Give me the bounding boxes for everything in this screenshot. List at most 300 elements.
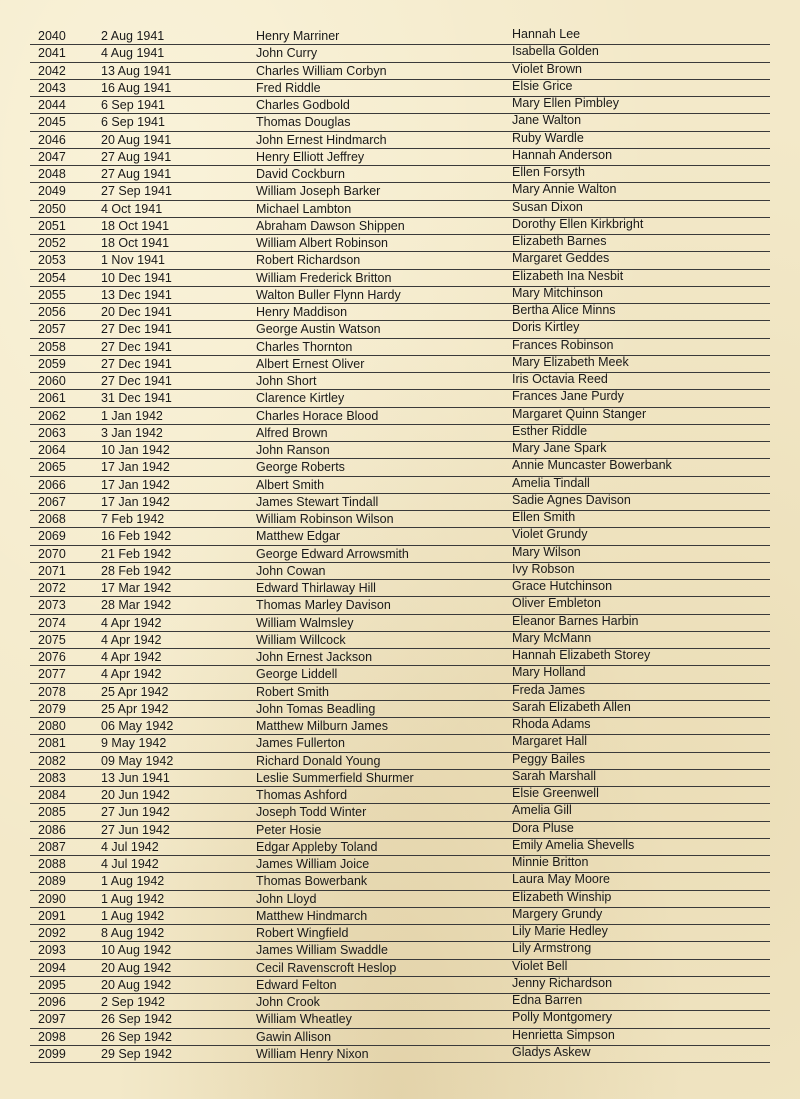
table-row <box>30 873 770 890</box>
table-row <box>30 597 770 614</box>
bride-name: Henrietta Simpson <box>512 1027 615 1042</box>
bride-name: Mary Ellen Pimbley <box>512 96 619 110</box>
entry-number: 2059 <box>38 356 66 371</box>
table-row <box>30 339 770 356</box>
marriage-date: 1 Nov 1941 <box>101 253 165 268</box>
groom-name: John Crook <box>256 995 320 1009</box>
groom-name: Thomas Ashford <box>256 788 348 802</box>
marriage-date: 27 Jun 1942 <box>101 822 170 837</box>
marriage-date: 1 Aug 1942 <box>101 908 165 923</box>
marriage-date: 25 Apr 1942 <box>101 684 169 699</box>
marriage-date: 27 Sep 1941 <box>101 184 172 199</box>
bride-name: Elsie Grice <box>512 78 573 93</box>
marriage-date: 27 Aug 1941 <box>101 167 172 181</box>
groom-name: George Edward Arrowsmith <box>256 546 409 561</box>
bride-name: Mary Holland <box>512 665 586 680</box>
bride-name: Amelia Gill <box>512 803 572 818</box>
groom-name: James Stewart Tindall <box>256 494 379 509</box>
groom-name: William Willcock <box>256 632 346 647</box>
bride-name: Dora Pluse <box>512 820 574 835</box>
table-row <box>30 908 770 925</box>
table-row <box>30 201 770 218</box>
marriage-date: 7 Feb 1942 <box>101 512 165 526</box>
marriage-date: 28 Mar 1942 <box>101 598 172 613</box>
groom-name: Matthew Hindmarch <box>256 908 368 923</box>
entry-number: 2060 <box>38 374 66 388</box>
groom-name: John Ranson <box>256 443 330 457</box>
groom-name: William Wheatley <box>256 1012 352 1027</box>
groom-name: Albert Ernest Oliver <box>256 356 365 371</box>
marriage-date: 26 Sep 1942 <box>101 1012 172 1027</box>
marriage-register-table <box>30 28 770 1063</box>
groom-name: George Austin Watson <box>256 322 381 337</box>
table-row <box>30 252 770 269</box>
bride-name: Sarah Elizabeth Allen <box>512 699 631 714</box>
entry-number: 2085 <box>38 805 66 820</box>
marriage-date: 10 Dec 1941 <box>101 270 172 285</box>
table-row <box>30 304 770 321</box>
groom-name: William Robinson Wilson <box>256 512 394 526</box>
table-row <box>30 63 770 80</box>
bride-name: Oliver Embleton <box>512 596 601 611</box>
bride-name: Sarah Marshall <box>512 768 597 783</box>
entry-number: 2061 <box>38 391 66 406</box>
marriage-date: 17 Mar 1942 <box>101 581 172 595</box>
table-row <box>30 718 770 735</box>
groom-name: David Cockburn <box>256 167 345 181</box>
marriage-date: 4 Aug 1941 <box>101 46 165 61</box>
bride-name: Mary Wilson <box>512 544 581 559</box>
bride-name: Iris Octavia Reed <box>512 372 608 386</box>
groom-name: James William Joice <box>256 857 370 871</box>
bride-name: Sadie Agnes Davison <box>512 492 631 507</box>
marriage-date: 3 Jan 1942 <box>101 425 163 440</box>
entry-number: 2046 <box>38 132 66 147</box>
table-row <box>30 408 770 425</box>
table-row <box>30 563 770 580</box>
table-row <box>30 666 770 683</box>
bride-name: Elizabeth Barnes <box>512 234 607 248</box>
table-row <box>30 218 770 235</box>
groom-name: Thomas Bowerbank <box>256 874 368 889</box>
bride-name: Eleanor Barnes Harbin <box>512 613 639 628</box>
marriage-date: 9 May 1942 <box>101 736 167 751</box>
entry-number: 2076 <box>38 650 66 664</box>
entry-number: 2075 <box>38 632 66 647</box>
marriage-date: 20 Aug 1941 <box>101 132 172 147</box>
table-row <box>30 459 770 476</box>
table-row <box>30 494 770 511</box>
entry-number: 2049 <box>38 184 66 199</box>
marriage-date: 20 Aug 1942 <box>101 960 172 975</box>
entry-number: 2047 <box>38 149 66 164</box>
entry-number: 2077 <box>38 667 66 682</box>
groom-name: Edgar Appleby Toland <box>256 839 378 854</box>
groom-name: John Lloyd <box>256 891 317 906</box>
entry-number: 2086 <box>38 822 66 837</box>
groom-name: William Joseph Barker <box>256 184 381 199</box>
entry-number: 2089 <box>38 874 66 889</box>
marriage-date: 28 Feb 1942 <box>101 563 172 578</box>
groom-name: William Albert Robinson <box>256 236 388 250</box>
groom-name: Abraham Dawson Shippen <box>256 218 405 233</box>
table-row <box>30 615 770 632</box>
groom-name: Robert Richardson <box>256 253 361 268</box>
marriage-date: 17 Jan 1942 <box>101 494 170 509</box>
entry-number: 2052 <box>38 236 66 250</box>
entry-number: 2074 <box>38 615 66 630</box>
marriage-date: 2 Sep 1942 <box>101 995 165 1009</box>
groom-name: Edward Thirlaway Hill <box>256 581 376 595</box>
marriage-date: 6 Sep 1941 <box>101 98 165 112</box>
entry-number: 2088 <box>38 857 66 871</box>
entry-number: 2083 <box>38 770 66 785</box>
table-row <box>30 649 770 666</box>
groom-name: Cecil Ravenscroft Heslop <box>256 960 397 975</box>
marriage-date: 13 Dec 1941 <box>101 287 172 302</box>
bride-name: Laura May Moore <box>512 872 610 887</box>
groom-name: Leslie Summerfield Shurmer <box>256 770 414 785</box>
bride-name: Bertha Alice Minns <box>512 303 616 317</box>
entry-number: 2041 <box>38 46 66 61</box>
table-row <box>30 701 770 718</box>
groom-name: Henry Maddison <box>256 305 348 319</box>
marriage-date: 27 Dec 1941 <box>101 322 172 337</box>
marriage-date: 2 Aug 1941 <box>101 29 165 43</box>
bride-name: Hannah Anderson <box>512 147 613 162</box>
bride-name: Ivy Robson <box>512 561 575 576</box>
entry-number: 2057 <box>38 322 66 337</box>
groom-name: Michael Lambton <box>256 201 352 216</box>
marriage-date: 18 Oct 1941 <box>101 218 170 233</box>
entry-number: 2071 <box>38 563 66 578</box>
bride-name: Ruby Wardle <box>512 130 584 145</box>
marriage-date: 1 Aug 1942 <box>101 891 165 906</box>
marriage-date: 16 Feb 1942 <box>101 529 172 544</box>
bride-name: Jane Walton <box>512 113 582 128</box>
marriage-date: 10 Jan 1942 <box>101 443 170 457</box>
table-row <box>30 960 770 977</box>
groom-name: Henry Marriner <box>256 29 340 43</box>
table-row <box>30 839 770 856</box>
bride-name: Gladys Askew <box>512 1044 591 1059</box>
bride-name: Emily Amelia Shevells <box>512 837 635 852</box>
entry-number: 2084 <box>38 788 66 802</box>
entry-number: 2050 <box>38 201 66 216</box>
table-row <box>30 183 770 200</box>
bride-name: Lily Armstrong <box>512 941 592 956</box>
marriage-date: 18 Oct 1941 <box>101 236 170 250</box>
table-row <box>30 149 770 166</box>
marriage-date: 8 Aug 1942 <box>101 926 165 940</box>
entry-number: 2079 <box>38 701 66 716</box>
entry-number: 2087 <box>38 839 66 854</box>
groom-name: Albert Smith <box>256 477 325 492</box>
entry-number: 2042 <box>38 63 66 78</box>
marriage-date: 27 Dec 1941 <box>101 374 172 388</box>
bride-name: Mary Annie Walton <box>512 182 617 197</box>
marriage-date: 16 Aug 1941 <box>101 80 172 95</box>
entry-number: 2091 <box>38 908 66 923</box>
marriage-date: 06 May 1942 <box>101 719 174 733</box>
table-row <box>30 97 770 114</box>
marriage-date: 4 Jul 1942 <box>101 857 159 871</box>
entry-number: 2051 <box>38 218 66 233</box>
entry-number: 2044 <box>38 98 66 112</box>
bride-name: Margery Grundy <box>512 906 603 921</box>
bride-name: Mary Jane Spark <box>512 441 607 455</box>
marriage-date: 1 Aug 1942 <box>101 874 165 889</box>
marriage-date: 21 Feb 1942 <box>101 546 172 561</box>
table-row <box>30 856 770 873</box>
marriage-date: 4 Apr 1942 <box>101 650 162 664</box>
marriage-date: 20 Aug 1942 <box>101 977 172 992</box>
entry-number: 2073 <box>38 598 66 613</box>
marriage-date: 26 Sep 1942 <box>101 1029 172 1044</box>
groom-name: Alfred Brown <box>256 425 328 440</box>
marriage-date: 27 Jun 1942 <box>101 805 170 820</box>
bride-name: Dorothy Ellen Kirkbright <box>512 216 644 231</box>
table-row <box>30 804 770 821</box>
table-row <box>30 546 770 563</box>
bride-name: Edna Barren <box>512 993 583 1007</box>
entry-number: 2078 <box>38 684 66 699</box>
bride-name: Esther Riddle <box>512 423 588 438</box>
groom-name: William Walmsley <box>256 615 354 630</box>
groom-name: Peter Hosie <box>256 822 322 837</box>
table-row <box>30 28 770 45</box>
entry-number: 2065 <box>38 460 66 475</box>
bride-name: Susan Dixon <box>512 199 583 214</box>
bride-name: Ellen Smith <box>512 510 576 524</box>
groom-name: John Short <box>256 374 317 388</box>
groom-name: Charles Godbold <box>256 98 350 112</box>
bride-name: Mary Mitchinson <box>512 285 603 300</box>
bride-name: Elizabeth Ina Nesbit <box>512 268 624 283</box>
table-row <box>30 45 770 62</box>
table-row <box>30 787 770 804</box>
bride-name: Minnie Britton <box>512 855 589 869</box>
table-row <box>30 477 770 494</box>
marriage-date: 10 Aug 1942 <box>101 943 172 958</box>
bride-name: Elizabeth Winship <box>512 889 612 904</box>
marriage-date: 1 Jan 1942 <box>101 408 163 423</box>
entry-number: 2072 <box>38 581 66 595</box>
marriage-date: 4 Oct 1941 <box>101 201 163 216</box>
entry-number: 2048 <box>38 167 66 181</box>
marriage-date: 4 Apr 1942 <box>101 632 162 647</box>
table-row <box>30 235 770 252</box>
entry-number: 2082 <box>38 753 66 768</box>
marriage-date: 17 Jan 1942 <box>101 477 170 492</box>
entry-number: 2093 <box>38 943 66 958</box>
entry-number: 2097 <box>38 1012 66 1027</box>
entry-number: 2045 <box>38 115 66 130</box>
groom-name: Charles Thornton <box>256 339 353 354</box>
entry-number: 2081 <box>38 736 66 751</box>
marriage-date: 29 Sep 1942 <box>101 1046 172 1061</box>
entry-number: 2062 <box>38 408 66 423</box>
bride-name: Doris Kirtley <box>512 320 580 335</box>
entry-number: 2099 <box>38 1046 66 1061</box>
table-row <box>30 511 770 528</box>
groom-name: Robert Wingfield <box>256 926 349 940</box>
marriage-date: 27 Dec 1941 <box>101 339 172 354</box>
bride-name: Polly Montgomery <box>512 1010 613 1025</box>
marriage-date: 25 Apr 1942 <box>101 701 169 716</box>
table-row <box>30 356 770 373</box>
table-row <box>30 753 770 770</box>
groom-name: John Tomas Beadling <box>256 701 376 716</box>
groom-name: John Ernest Hindmarch <box>256 132 387 147</box>
table-row <box>30 1046 770 1063</box>
table-row <box>30 114 770 131</box>
entry-number: 2063 <box>38 425 66 440</box>
groom-name: Robert Smith <box>256 684 329 699</box>
bride-name: Mary Elizabeth Meek <box>512 354 629 369</box>
bride-name: Jenny Richardson <box>512 975 613 990</box>
table-row <box>30 735 770 752</box>
marriage-date: 4 Apr 1942 <box>101 615 162 630</box>
entry-number: 2043 <box>38 80 66 95</box>
entry-number: 2098 <box>38 1029 66 1044</box>
bride-name: Ellen Forsyth <box>512 165 585 179</box>
groom-name: Charles William Corbyn <box>256 63 387 78</box>
groom-name: Gawin Allison <box>256 1029 332 1044</box>
bride-name: Violet Grundy <box>512 527 588 542</box>
table-row <box>30 994 770 1011</box>
entry-number: 2056 <box>38 305 66 319</box>
entry-number: 2040 <box>38 29 66 43</box>
bride-name: Margaret Hall <box>512 734 588 749</box>
table-row <box>30 166 770 183</box>
entry-number: 2053 <box>38 253 66 268</box>
groom-name: William Henry Nixon <box>256 1046 369 1061</box>
groom-name: Matthew Edgar <box>256 529 341 544</box>
bride-name: Grace Hutchinson <box>512 579 613 593</box>
groom-name: Richard Donald Young <box>256 753 381 768</box>
groom-name: James Fullerton <box>256 736 345 751</box>
entry-number: 2058 <box>38 339 66 354</box>
groom-name: Edward Felton <box>256 977 337 992</box>
table-row <box>30 977 770 994</box>
entry-number: 2095 <box>38 977 66 992</box>
bride-name: Annie Muncaster Bowerbank <box>512 458 672 473</box>
bride-name: Margaret Geddes <box>512 251 610 266</box>
groom-name: Matthew Milburn James <box>256 719 388 733</box>
marriage-date: 27 Aug 1941 <box>101 149 172 164</box>
bride-name: Isabella Golden <box>512 44 599 59</box>
bride-name: Amelia Tindall <box>512 475 590 490</box>
table-row <box>30 684 770 701</box>
groom-name: John Curry <box>256 46 318 61</box>
groom-name: Thomas Douglas <box>256 115 351 130</box>
bride-name: Margaret Quinn Stanger <box>512 406 647 421</box>
table-row <box>30 770 770 787</box>
marriage-date: 09 May 1942 <box>101 753 174 768</box>
groom-name: John Cowan <box>256 563 326 578</box>
table-row <box>30 390 770 407</box>
groom-name: James William Swaddle <box>256 943 388 958</box>
table-row <box>30 373 770 390</box>
bride-name: Violet Bell <box>512 958 568 973</box>
table-row <box>30 80 770 97</box>
groom-name: William Frederick Britton <box>256 270 392 285</box>
bride-name: Frances Robinson <box>512 337 614 352</box>
bride-name: Violet Brown <box>512 61 582 76</box>
bride-name: Rhoda Adams <box>512 717 591 731</box>
groom-name: Thomas Marley Davison <box>256 598 391 613</box>
table-row <box>30 925 770 942</box>
table-row <box>30 822 770 839</box>
table-row <box>30 632 770 649</box>
bride-name: Peggy Bailes <box>512 751 585 766</box>
bride-name: Freda James <box>512 682 585 697</box>
entry-number: 2068 <box>38 512 66 526</box>
entry-number: 2067 <box>38 494 66 509</box>
marriage-date: 20 Dec 1941 <box>101 305 172 319</box>
entry-number: 2092 <box>38 926 66 940</box>
entry-number: 2080 <box>38 719 66 733</box>
table-row <box>30 580 770 597</box>
entry-number: 2066 <box>38 477 66 492</box>
table-row <box>30 270 770 287</box>
entry-number: 2064 <box>38 443 66 457</box>
entry-number: 2054 <box>38 270 66 285</box>
groom-name: Joseph Todd Winter <box>256 805 367 820</box>
entry-number: 2096 <box>38 995 66 1009</box>
groom-name: Henry Elliott Jeffrey <box>256 149 365 164</box>
marriage-date: 27 Dec 1941 <box>101 356 172 371</box>
entry-number: 2055 <box>38 287 66 302</box>
table-row <box>30 528 770 545</box>
entry-number: 2090 <box>38 891 66 906</box>
entry-number: 2069 <box>38 529 66 544</box>
marriage-date: 31 Dec 1941 <box>101 391 172 406</box>
groom-name: Walton Buller Flynn Hardy <box>256 287 401 302</box>
bride-name: Frances Jane Purdy <box>512 389 624 404</box>
marriage-date: 20 Jun 1942 <box>101 788 170 802</box>
table-row <box>30 891 770 908</box>
groom-name: George Liddell <box>256 667 338 682</box>
groom-name: Charles Horace Blood <box>256 408 379 423</box>
marriage-date: 4 Apr 1942 <box>101 667 162 682</box>
marriage-date: 6 Sep 1941 <box>101 115 165 130</box>
table-row <box>30 1029 770 1046</box>
entry-number: 2070 <box>38 546 66 561</box>
groom-name: Clarence Kirtley <box>256 391 345 406</box>
marriage-date: 13 Jun 1941 <box>101 770 170 785</box>
bride-name: Lily Marie Hedley <box>512 924 608 938</box>
table-row <box>30 1011 770 1028</box>
entry-number: 2094 <box>38 960 66 975</box>
marriage-date: 17 Jan 1942 <box>101 460 170 475</box>
marriage-date: 13 Aug 1941 <box>101 63 172 78</box>
groom-name: Fred Riddle <box>256 80 321 95</box>
bride-name: Hannah Lee <box>512 27 581 41</box>
bride-name: Elsie Greenwell <box>512 786 599 800</box>
table-row <box>30 321 770 338</box>
groom-name: George Roberts <box>256 460 345 475</box>
bride-name: Hannah Elizabeth Storey <box>512 648 651 662</box>
groom-name: John Ernest Jackson <box>256 650 373 664</box>
table-row <box>30 942 770 959</box>
bride-name: Mary McMann <box>512 630 592 645</box>
table-row <box>30 425 770 442</box>
table-row <box>30 287 770 304</box>
marriage-date: 4 Jul 1942 <box>101 839 159 854</box>
table-row <box>30 132 770 149</box>
